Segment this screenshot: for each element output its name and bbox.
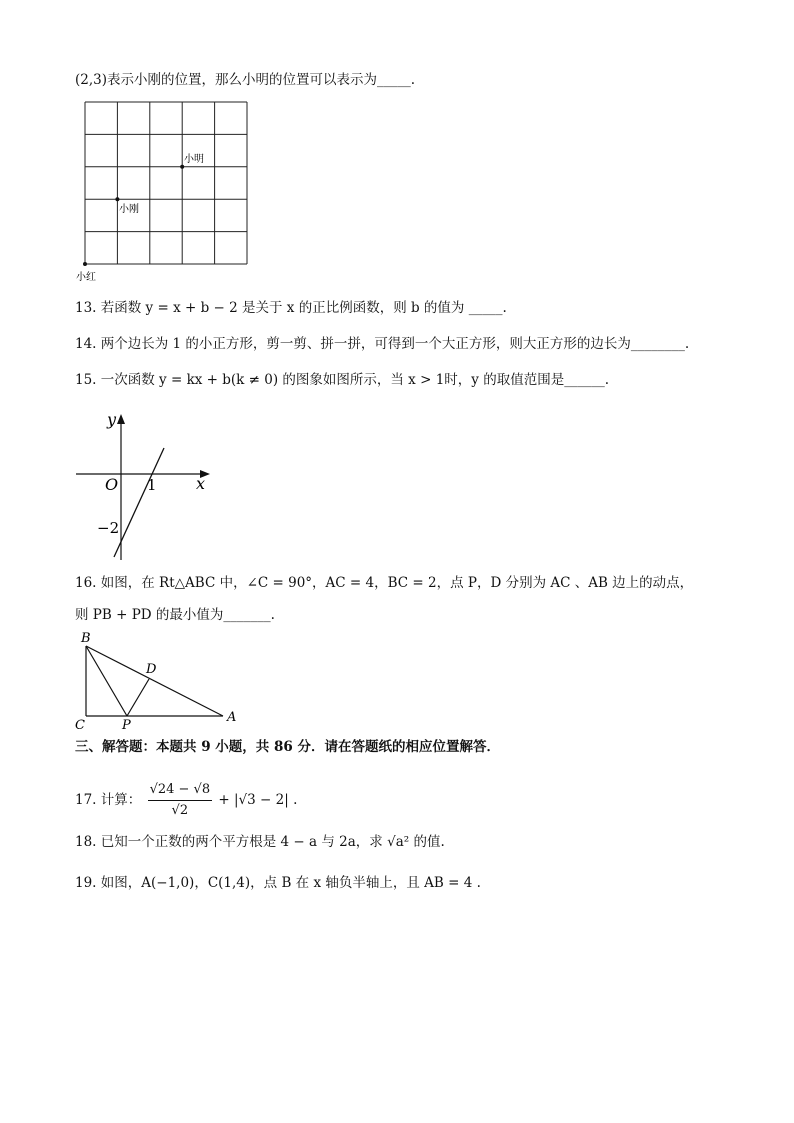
- question-18: 18. 已知一个正数的两个平方根是 4 − a 与 2a，求 √a² 的值.: [75, 834, 445, 850]
- point-xiaohong: [83, 262, 87, 266]
- section-heading: 三、解答题：本题共 9 小题，共 86 分．请在答题纸的相应位置解答．: [75, 739, 500, 755]
- grid-figure: [74, 100, 264, 285]
- vertex-A-label: A: [227, 710, 237, 725]
- label-xiaohong: 小红: [76, 272, 96, 283]
- point-P-label: P: [122, 718, 131, 733]
- question-16-line2: 则 PB + PD 的最小值为_______.: [75, 607, 275, 623]
- grid-lines: [85, 102, 247, 264]
- question-16-line1: 16. 如图，在 Rt△ABC 中，∠C = 90°，AC = 4，BC = 2，点 P，D 分别为 AC 、AB 边上的动点，: [75, 575, 694, 591]
- q17-fraction: [148, 780, 213, 821]
- x-axis-label: x: [196, 474, 206, 493]
- y-axis-label: y: [107, 410, 117, 429]
- question-15: 15. 一次函数 y = kx + b(k ≠ 0) 的图象如图所示，当 x > 1时，y 的取值范围是______.: [75, 372, 609, 388]
- y-axis-arrow: [117, 414, 125, 424]
- question-19: 19. 如图，A(−1,0)，C(1,4)，点 B 在 x 轴负半轴上，且 AB = 4 .: [75, 875, 481, 891]
- question-14: 14. 两个边长为 1 的小正方形，剪一剪、拼一拼，可得到一个大正方形，则大正方形的边长为________.: [75, 336, 690, 352]
- x-intercept-label: 1: [147, 476, 157, 494]
- point-D-label: D: [146, 662, 157, 677]
- point-xiaogang: [115, 197, 119, 201]
- label-xiaogang: 小刚: [119, 204, 139, 215]
- vertex-B-label: B: [81, 631, 91, 646]
- linear-graph-figure: [70, 405, 220, 565]
- q17-denominator: √2: [171, 803, 189, 818]
- q17-numerator: √24 − √8: [148, 780, 213, 801]
- question-17: [75, 780, 297, 821]
- question-13: 13. 若函数 y = x + b − 2 是关于 x 的正比例函数，则 b 的值为 _____.: [75, 300, 507, 316]
- question-12-continuation: (2,3)表示小刚的位置，那么小明的位置可以表示为_____.: [75, 72, 416, 88]
- y-intercept-label: −2: [97, 519, 120, 537]
- origin-label: O: [105, 475, 119, 494]
- vertex-C-label: C: [75, 718, 85, 733]
- triangle-figure: [72, 628, 247, 733]
- q17-prefix: 17. 计算：: [75, 792, 142, 808]
- q17-suffix: + |√3 − 2| .: [218, 792, 298, 808]
- point-xiaoming: [180, 165, 184, 169]
- segment-PD: [127, 679, 149, 716]
- label-xiaoming: 小明: [184, 154, 204, 165]
